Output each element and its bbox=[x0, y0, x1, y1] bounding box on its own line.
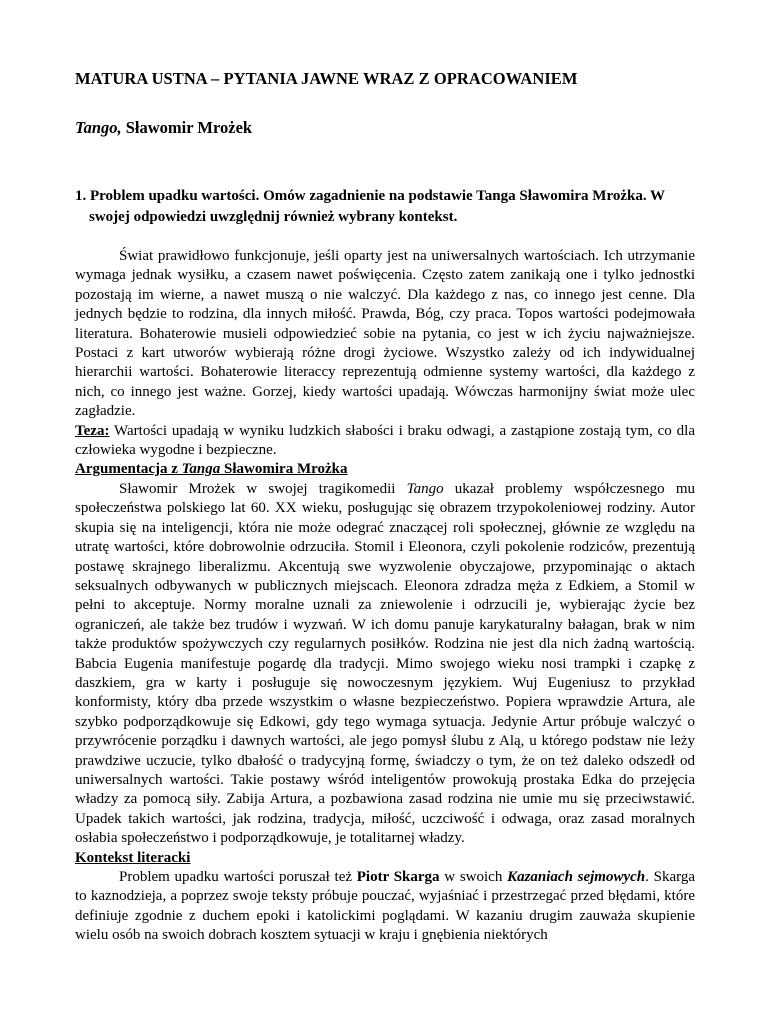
work-author: Sławomir Mrożek bbox=[121, 118, 253, 137]
argument-heading-post: Sławomira Mrożka bbox=[220, 461, 348, 478]
work-heading bbox=[75, 118, 252, 137]
work-title: Tango, bbox=[75, 118, 122, 137]
argument-text-pre: Sławomir Mrożek w swojej tragikomedii bbox=[119, 480, 407, 497]
document-title: MATURA USTNA – PYTANIA JAWNE WRAZ Z OPRACOWANIEM bbox=[75, 69, 578, 88]
context-text-bold: Piotr Skarga bbox=[356, 869, 440, 885]
argument-text-italic: Tango bbox=[406, 480, 444, 497]
context-text-bold-italic: Kazaniach sejmowych bbox=[507, 869, 646, 885]
document-body bbox=[75, 247, 695, 946]
thesis-label: Teza: bbox=[75, 422, 110, 439]
context-text-pre: Problem upadku wartości poruszał też bbox=[119, 869, 357, 885]
argument-paragraph bbox=[75, 480, 695, 849]
argument-text-post: ukazał problemy współczesnego mu społeczeństwa polskiego lat 60. XX wieku, posługując się obrazem trzypokoleniowej rodziny. Autor skupia się na inteligencji, która nie może odegrać znaczącej roli społecznej, głównie ze względu na utratę wartości, które dobrowolnie odrzuciła. Stomil i Eleonora, czyli pokolenie rodziców, prezentują postawę skrajnego liberalizmu. Akcentują swe wyzwolenie obyczajowe, przypominając o aktach seksualnych odbywanych w publicznych miejscach. Eleonora zdradza męża z Edkiem, a Stomil w pełni to akceptuje. Normy moralne uznali za zniewolenie i odrzucili je, wybierając życie bez ograniczeń, ale także bez trudów i wyzwań. W ich domu panuje karykaturalny bałagan, brak w nim także produktów spożywczych czy regularnych posiłków. Rodzina nie jest dla nich żadną wartością. Babcia Eugenia manifestuje pogardę dla tradycji. Mimo swojego wieku nosi trampki i czapkę z daszkiem, gra w karty i posługuje się nowoczesnym językiem. Wuj Eugeniusz to przykład konformisty, który dba przede wszystkim o własne bezpieczeństwo. Popiera wprawdzie Artura, ale szybko podporządkowuje się Edkowi, gdy tego wymaga sytuacja. Jedynie Artur próbuje walczyć o przywrócenie porządku i dawnych wartości, ale jego pomysł ślubu z Alą, u którego podstaw nie leży prawdziwe uczucie, tylko dbałość o tradycyjną formę, świadczy o tym, że on też daleko odszedł od uniwersalnych wartości. Takie postawy wśród inteligentów prowokują prostaka Edka do przejęcia władzy za pomocą siły. Zabija Artura, a pozbawiona zasad rodzina nie umie mu się przeciwstawić. Upadek takich wartości, jak rodzina, tradycja, miłość, uczciwość i odwaga, oraz zasad moralnych osłabia społeczeństwo i podporządkowuje, je totalitarnej władzy. bbox=[75, 480, 695, 847]
context-text-post: . Skarga to kaznodzieja, a poprzez swoje teksty próbuje pouczać, wyjaśniać i przestrzegać przed błędami, które definiuje zgodnie z duchem epoki i katolickimi poglądami. W kazaniu drugim zauważa skupienie wielu osób na swoich dobrach kosztem sytuacji w kraju i gnębienia niektórych bbox=[75, 869, 695, 944]
argument-heading-pre: Argumentacja z bbox=[75, 461, 182, 478]
question bbox=[75, 186, 695, 228]
context-text-mid: w swoich bbox=[439, 869, 508, 885]
argument-heading-italic: Tanga bbox=[181, 461, 221, 478]
question-line-2: swojej odpowiedzi uwzględnij również wybrany kontekst. bbox=[89, 209, 458, 225]
question-line-1: 1. Problem upadku wartości. Omów zagadnienie na podstawie Tanga Sławomira Mrożka. W bbox=[75, 188, 666, 204]
context-paragraph bbox=[75, 868, 695, 946]
argument-heading bbox=[75, 460, 695, 479]
context-heading: Kontekst literacki bbox=[75, 849, 191, 866]
thesis-paragraph bbox=[75, 422, 695, 461]
thesis-text: Wartości upadają w wyniku ludzkich słabości i braku odwagi, a zastąpione zostają tym, co dla człowieka wygodne i bezpieczne. bbox=[75, 422, 695, 459]
intro-paragraph: Świat prawidłowo funkcjonuje, jeśli oparty jest na uniwersalnych wartościach. Ich utrzymanie wymaga jednak wysiłku, a czasem nawet poświęcenia. Często zatem zanikają one i tylko jednostki pozostają im wierne, a nawet muszą o nie walczyć. Dla każdego z nas, co innego jest cenne. Dla jednych będzie to rodzina, dla innych miłość. Prawda, Bóg, czy praca. Topos wartości podejmowała literatura. Bohaterowie musieli odpowiedzieć sobie na pytania, co jest w ich życiu najważniejsze. Postaci z kart utworów wybierają różne drogi życiowe. Wszystko zależy od ich indywidualnej hierarchii wartości. Bohaterowie literaccy reprezentują odmienne systemy wartości, dla każdego z nich, co innego jest ważne. Gorzej, kiedy wartości upadają. Wówczas harmonijny świat może ulec zagładzie. bbox=[75, 248, 695, 420]
